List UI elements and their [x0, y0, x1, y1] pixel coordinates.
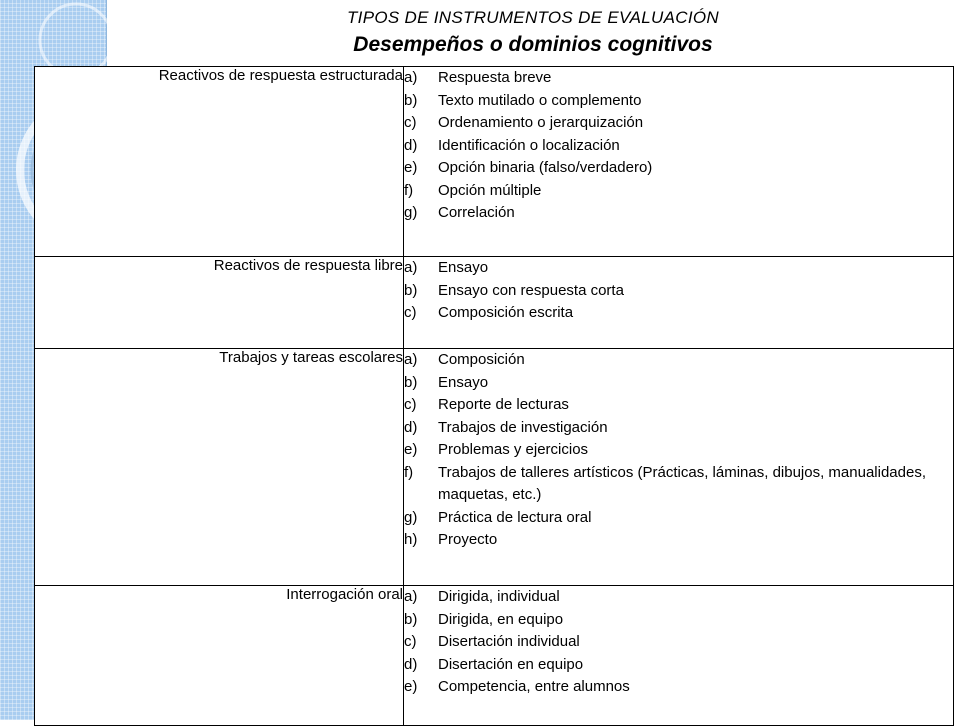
instrument-type-cell: Reactivos de respuesta libre: [35, 257, 404, 349]
list-item: [404, 676, 953, 699]
evaluation-table: [34, 66, 954, 726]
list-item-marker: g): [404, 204, 418, 221]
list-item-text: Composición escrita: [438, 304, 574, 321]
list-item-text: Reporte de lecturas: [438, 396, 569, 413]
list-item: [404, 462, 953, 507]
list-item-marker: a): [404, 588, 418, 605]
table-row: [35, 586, 954, 726]
list-item-marker: c): [404, 396, 417, 413]
list-item-text: Texto mutilado o complemento: [438, 91, 642, 109]
list-item-text: Dirigida, en equipo: [438, 610, 564, 628]
list-item-text: Proyecto: [438, 531, 498, 548]
list-item: [404, 439, 953, 462]
list-item-text: Composición: [438, 351, 525, 368]
instrument-list: [404, 586, 953, 699]
list-item: [404, 529, 953, 552]
list-item-marker: a): [404, 69, 418, 86]
instrument-items-cell: [404, 257, 954, 349]
instrument-items-cell: [404, 67, 954, 257]
list-item-marker: b): [404, 91, 418, 109]
list-item-text: Dirigida, individual: [438, 588, 560, 605]
page-subtitle: Desempeños o dominios cognitivos: [353, 33, 713, 56]
list-item-marker: h): [404, 531, 418, 548]
list-item: [404, 631, 953, 654]
table-row: [35, 67, 954, 257]
instrument-list: [404, 257, 953, 325]
list-item: [404, 609, 953, 632]
list-item-text: Correlación: [438, 204, 515, 221]
list-item-marker: a): [404, 259, 418, 276]
list-item: [404, 654, 953, 677]
list-item-text: Opción múltiple: [438, 181, 542, 199]
list-item-marker: f): [404, 181, 414, 199]
list-item: [404, 349, 953, 372]
list-item-marker: c): [404, 633, 417, 650]
list-item-marker: d): [404, 655, 418, 673]
list-item-text: Competencia, entre alumnos: [438, 678, 630, 695]
list-item-marker: b): [404, 373, 418, 391]
list-item-text: Ensayo con respuesta corta: [438, 281, 624, 299]
page-title: TIPOS DE INSTRUMENTOS DE EVALUACIÓN: [347, 8, 719, 27]
instrument-type-cell: Trabajos y tareas escolares: [35, 349, 404, 586]
list-item-text: Opción binaria (falso/verdadero): [438, 159, 653, 176]
list-item: [404, 372, 953, 395]
list-item-marker: e): [404, 159, 418, 176]
list-item: [404, 280, 953, 303]
list-item: [404, 135, 953, 158]
list-item-marker: c): [404, 304, 417, 321]
instrument-items-cell: [404, 586, 954, 726]
list-item-text: Identificación o localización: [438, 136, 620, 154]
table-row: [35, 349, 954, 586]
list-item: [404, 157, 953, 180]
list-item-text: Disertación individual: [438, 633, 580, 650]
list-item-marker: b): [404, 610, 418, 628]
list-item-marker: f): [404, 463, 414, 481]
list-item-marker: a): [404, 351, 418, 368]
title-area: [106, 0, 960, 64]
table-row: [35, 257, 954, 349]
list-item: [404, 586, 953, 609]
list-item-text: Respuesta breve: [438, 69, 552, 86]
list-item-text: Trabajos de talleres artísticos (Prácticas, láminas, dibujos, manualidades, maquetas, etc.): [438, 463, 926, 503]
list-item: [404, 67, 953, 90]
list-item-text: Ordenamiento o jerarquización: [438, 114, 644, 131]
list-item-text: Práctica de lectura oral: [438, 508, 592, 526]
list-item-marker: d): [404, 136, 418, 154]
list-item: [404, 202, 953, 225]
list-item: [404, 112, 953, 135]
list-item-text: Ensayo: [438, 373, 489, 391]
list-item: [404, 417, 953, 440]
instrument-items-cell: [404, 349, 954, 586]
list-item-text: Ensayo: [438, 259, 489, 276]
list-item-marker: c): [404, 114, 417, 131]
list-item: [404, 180, 953, 203]
list-item-text: Trabajos de investigación: [438, 418, 608, 436]
list-item: [404, 257, 953, 280]
list-item-marker: b): [404, 281, 418, 299]
list-item-text: Problemas y ejercicios: [438, 441, 589, 458]
instrument-list: [404, 67, 953, 225]
list-item: [404, 507, 953, 530]
list-item: [404, 90, 953, 113]
list-item-marker: e): [404, 441, 418, 458]
list-item-marker: e): [404, 678, 418, 695]
instrument-type-cell: Interrogación oral: [35, 586, 404, 726]
list-item-text: Disertación en equipo: [438, 655, 584, 673]
list-item-marker: g): [404, 508, 418, 526]
table-body: [35, 67, 954, 726]
list-item: [404, 302, 953, 325]
instrument-type-cell: Reactivos de respuesta estructurada: [35, 67, 404, 257]
instrument-list: [404, 349, 953, 552]
list-item: [404, 394, 953, 417]
list-item-marker: d): [404, 418, 418, 436]
